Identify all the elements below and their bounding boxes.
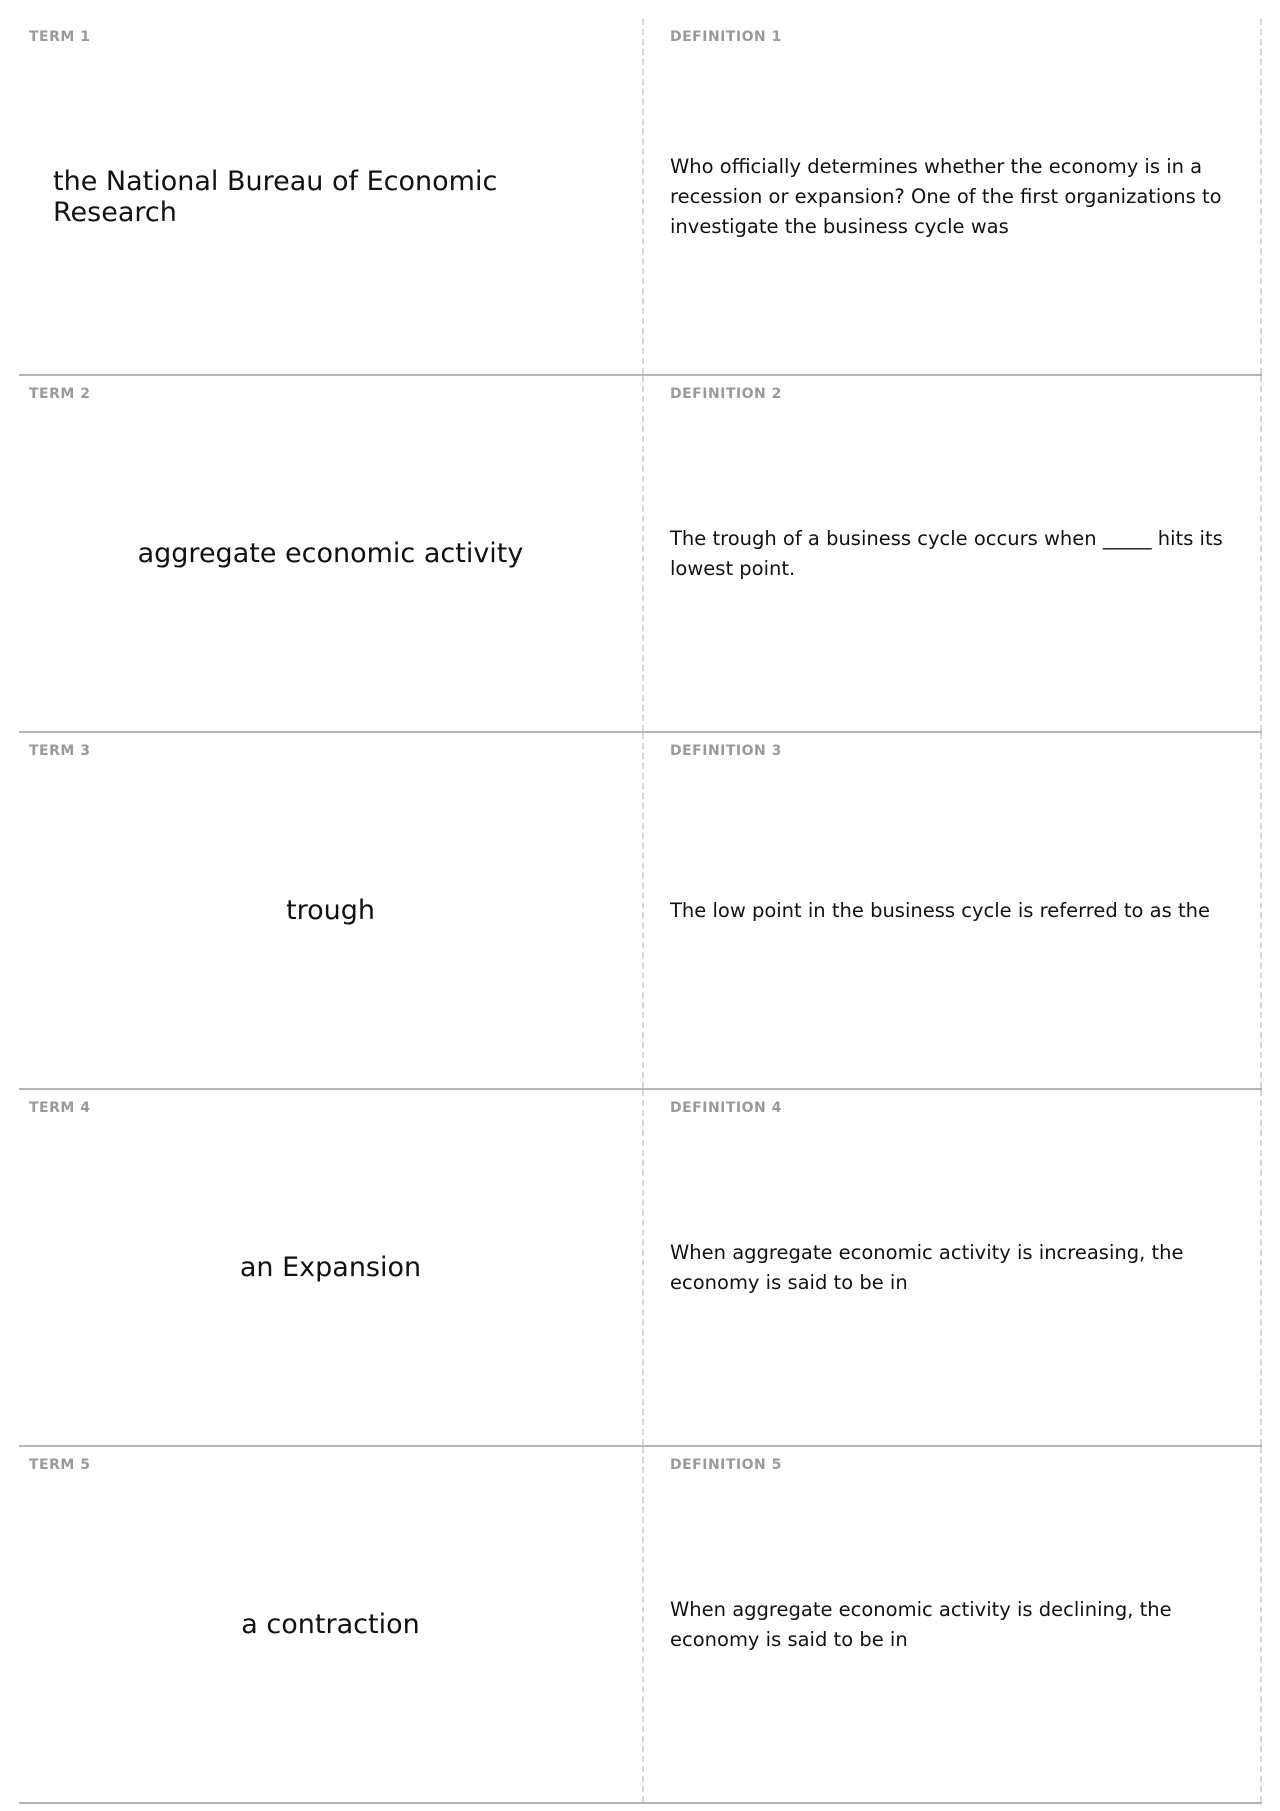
term-label-2: TERM 2 [29,386,91,402]
definition-label-5: DEFINITION 5 [670,1457,782,1473]
term-label-4: TERM 4 [29,1100,91,1116]
definition-text-5 [670,1447,1246,1802]
definition-text-5-content: When aggregate economic activity is declining, the economy is said to be in [670,1597,1172,1651]
term-text-5: a contraction [241,1609,420,1640]
definition-text-3 [670,733,1246,1088]
definition-text-2 [670,376,1246,731]
term-cell-3 [19,733,644,1088]
term-cell-5 [19,1447,644,1802]
definition-text-4 [670,1090,1246,1445]
card-row-4 [19,1090,1262,1447]
definition-cell-5 [644,1447,1262,1802]
term-text-2: aggregate economic activity [137,538,524,569]
definition-cell-4 [644,1090,1262,1445]
term-label-5: TERM 5 [29,1457,91,1473]
definition-cell-3 [644,733,1262,1088]
term-label-1: TERM 1 [29,29,91,45]
term-cell-2 [19,376,644,731]
term-text-1: the National Bureau of Economic Research [53,165,498,228]
definition-text-1-content: Who officially determines whether the economy is in a recession or expansion? One of the first organizations to investigate the business cycle was [670,154,1222,238]
definition-label-3: DEFINITION 3 [670,743,782,759]
definition-label-1: DEFINITION 1 [670,29,782,45]
definition-label-2: DEFINITION 2 [670,386,782,402]
term-text-3: trough [286,895,375,926]
definition-text-3-content: The low point in the business cycle is referred to as the [670,898,1210,922]
term-cell-4 [19,1090,644,1445]
card-row-1 [19,19,1262,376]
card-row-5 [19,1447,1262,1804]
definition-cell-2 [644,376,1262,731]
definition-text-2-content: The trough of a business cycle occurs when _____ hits its lowest point. [670,526,1223,580]
card-row-2 [19,376,1262,733]
term-cell-1 [19,19,644,374]
term-text-4: an Expansion [239,1252,422,1283]
definition-cell-1 [644,19,1262,374]
definition-text-4-content: When aggregate economic activity is increasing, the economy is said to be in [670,1240,1184,1294]
term-label-3: TERM 3 [29,743,91,759]
definition-text-1 [670,19,1246,374]
card-row-3 [19,733,1262,1090]
definition-label-4: DEFINITION 4 [670,1100,782,1116]
flashcard-sheet [19,19,1262,1804]
